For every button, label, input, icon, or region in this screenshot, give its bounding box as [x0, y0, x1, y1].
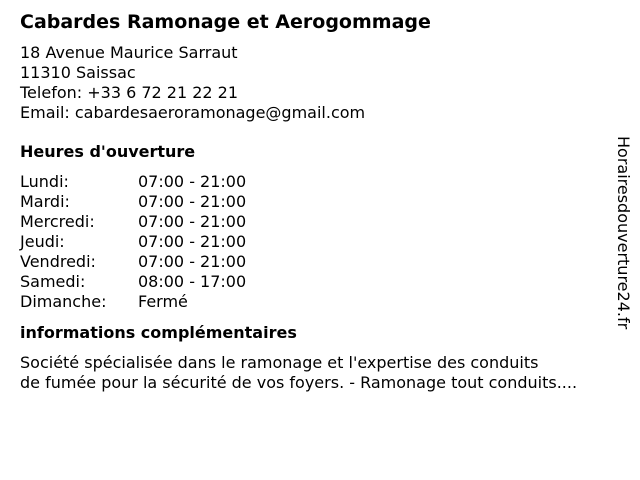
hours-row-saturday	[20, 272, 620, 292]
opening-hours-heading: Heures d'ouverture	[20, 142, 196, 161]
day-label: Samedi:	[20, 272, 86, 291]
business-name: Cabardes Ramonage et Aerogommage	[20, 11, 431, 33]
phone-number: Telefon: +33 6 72 21 22 21	[20, 83, 239, 102]
business-details	[20, 10, 620, 393]
address-street: 18 Avenue Maurice Sarraut	[20, 43, 238, 62]
additional-info-text	[20, 353, 620, 393]
additional-info-heading: informations complémentaires	[20, 323, 297, 342]
hours-row-thursday	[20, 232, 620, 252]
time-range: 07:00 - 21:00	[138, 252, 247, 271]
time-range: 07:00 - 21:00	[138, 232, 247, 251]
site-watermark: Horairesdouverture24.fr	[614, 136, 633, 330]
hours-row-tuesday	[20, 192, 620, 212]
day-label: Vendredi:	[20, 252, 96, 271]
info-line: de fumée pour la sécurité de vos foyers. - Ramonage tout conduits....	[20, 373, 578, 392]
info-line: Société spécialisée dans le ramonage et l'expertise des conduits	[20, 353, 539, 372]
day-label: Dimanche:	[20, 292, 107, 311]
opening-hours-table	[20, 172, 620, 312]
day-label: Lundi:	[20, 172, 69, 191]
address-city: 11310 Saissac	[20, 63, 136, 82]
time-range: 07:00 - 21:00	[138, 192, 247, 211]
hours-row-monday	[20, 172, 620, 192]
hours-row-wednesday	[20, 212, 620, 232]
hours-row-friday	[20, 252, 620, 272]
time-range: Fermé	[138, 292, 188, 311]
day-label: Mardi:	[20, 192, 70, 211]
time-range: 07:00 - 21:00	[138, 172, 247, 191]
day-label: Mercredi:	[20, 212, 95, 231]
hours-row-sunday	[20, 292, 620, 312]
day-label: Jeudi:	[20, 232, 65, 251]
email-address: Email: cabardesaeroramonage@gmail.com	[20, 103, 366, 122]
time-range: 08:00 - 17:00	[138, 272, 247, 291]
time-range: 07:00 - 21:00	[138, 212, 247, 231]
